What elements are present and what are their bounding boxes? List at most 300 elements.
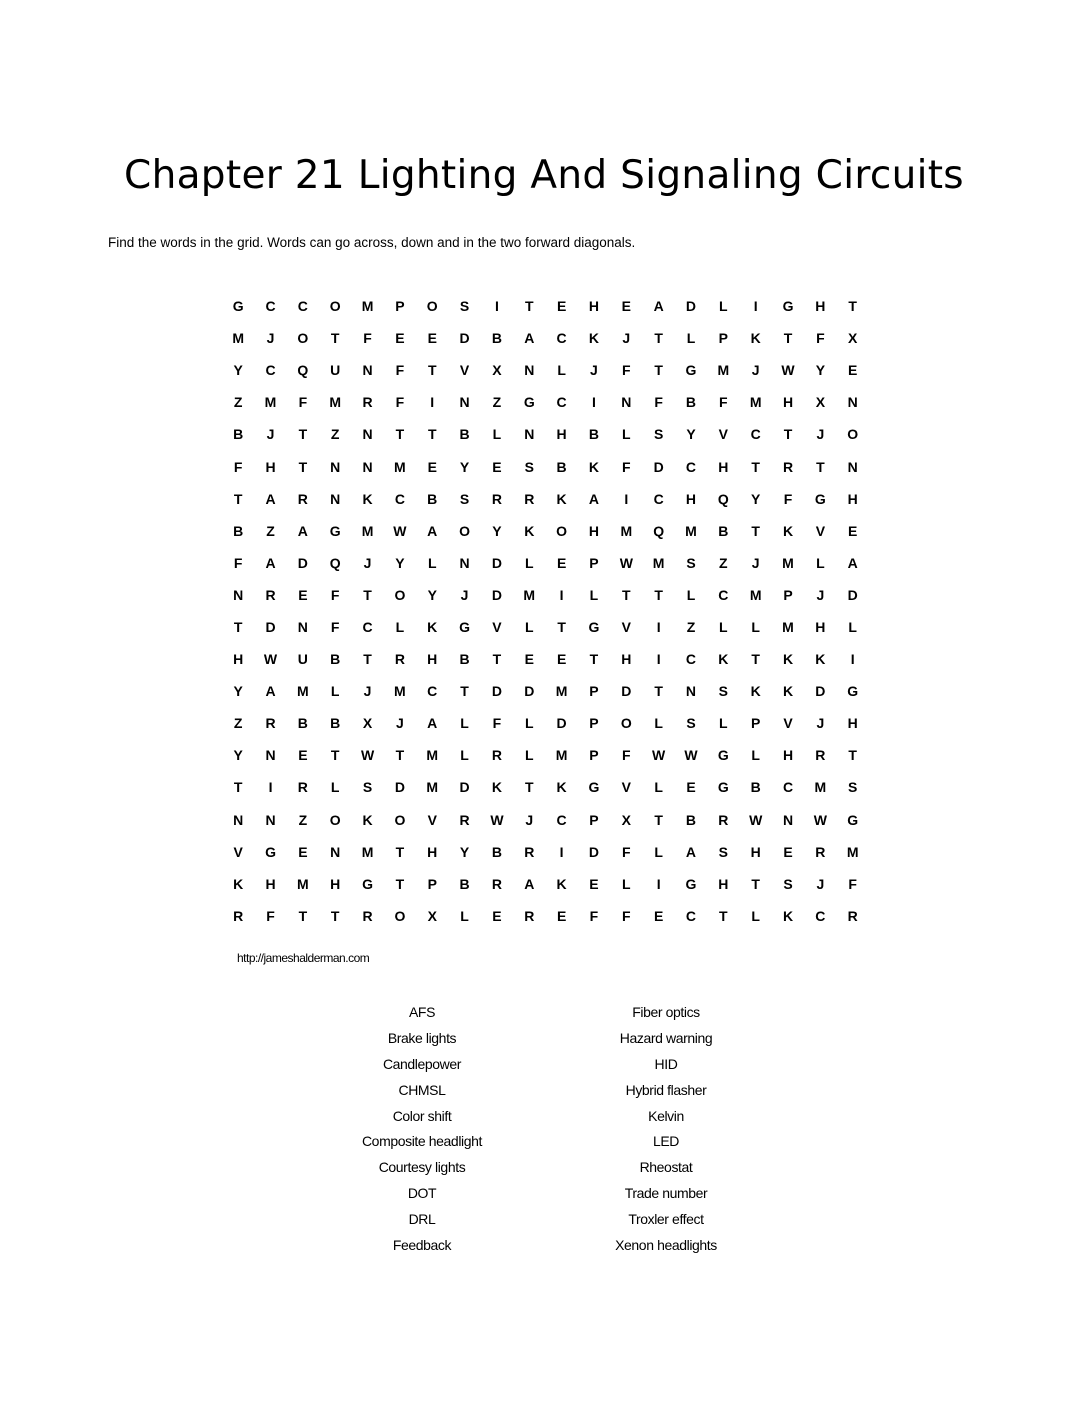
grid-letter: N xyxy=(330,843,341,860)
grid-letter: G xyxy=(588,618,600,635)
grid-letter: T xyxy=(654,330,663,347)
grid-letter: J xyxy=(266,330,275,347)
grid-letter: E xyxy=(653,907,664,924)
grid-letter: X xyxy=(362,715,373,732)
grid-letter: Y xyxy=(686,426,696,443)
grid-letter: T xyxy=(330,747,340,764)
grid-letter: E xyxy=(298,586,308,603)
grid-letter: I xyxy=(656,651,661,668)
grid-letter: T xyxy=(751,522,760,539)
grid-letter: J xyxy=(460,586,469,603)
grid-letter: Y xyxy=(459,458,470,475)
grid-letter: X xyxy=(427,907,437,924)
grid-letter: R xyxy=(459,811,470,828)
grid-letter: M xyxy=(361,298,374,315)
grid-letter: H xyxy=(847,715,858,732)
grid-letter: T xyxy=(395,843,405,860)
grid-letter: J xyxy=(816,875,825,892)
grid-letter: K xyxy=(427,618,438,635)
grid-letter: B xyxy=(491,843,502,860)
grid-letter: L xyxy=(460,747,469,764)
grid-letter: W xyxy=(813,811,827,828)
grid-letter: A xyxy=(427,715,438,732)
grid-letter: O xyxy=(459,522,471,539)
grid-letter: Y xyxy=(815,362,826,379)
grid-letter: M xyxy=(361,522,374,539)
grid-letter: T xyxy=(848,298,857,315)
grid-letter: C xyxy=(556,330,567,347)
grid-letter: T xyxy=(298,907,308,924)
grid-letter: F xyxy=(233,458,243,475)
grid-letter: H xyxy=(815,298,826,315)
grid-letter: T xyxy=(363,586,372,603)
grid-letter: G xyxy=(329,522,341,539)
grid-letter: Z xyxy=(492,394,502,411)
grid-letter: T xyxy=(783,330,793,347)
grid-letter: C xyxy=(750,426,761,443)
grid-letter: F xyxy=(816,330,825,347)
word-list-item: Hazard warning xyxy=(619,1029,713,1046)
grid-letter: B xyxy=(427,490,438,507)
grid-letter: O xyxy=(620,715,632,732)
grid-letter: C xyxy=(685,651,697,668)
grid-letter: T xyxy=(298,426,308,443)
grid-letter: N xyxy=(459,394,470,411)
grid-letter: N xyxy=(330,458,341,475)
grid-letter: M xyxy=(685,522,697,539)
grid-letter: H xyxy=(588,298,600,315)
grid-letter: M xyxy=(749,394,762,411)
grid-letter: O xyxy=(297,330,309,347)
grid-letter: A xyxy=(427,522,438,539)
grid-letter: S xyxy=(718,683,728,700)
grid-letter: R xyxy=(524,907,535,924)
word-list-item: DRL xyxy=(408,1211,436,1228)
grid-letter: T xyxy=(233,618,243,635)
grid-letter: E xyxy=(524,651,534,668)
grid-letter: T xyxy=(654,683,663,700)
grid-letter: T xyxy=(622,586,631,603)
grid-letter: B xyxy=(750,779,761,796)
grid-letter: E xyxy=(395,330,405,347)
grid-letter: E xyxy=(848,522,858,539)
grid-letter: D xyxy=(265,618,276,635)
grid-letter: G xyxy=(523,394,535,411)
grid-letter: N xyxy=(265,747,276,764)
grid-letter: J xyxy=(816,586,825,603)
grid-letter: S xyxy=(459,490,470,507)
grid-letter: C xyxy=(556,394,567,411)
grid-letter: V xyxy=(621,779,631,796)
grid-letter: M xyxy=(394,683,406,700)
grid-letter: R xyxy=(394,651,405,668)
grid-letter: S xyxy=(524,458,534,475)
grid-letter: Y xyxy=(492,522,502,539)
grid-letter: L xyxy=(719,618,728,635)
grid-letter: M xyxy=(297,683,309,700)
grid-letter: B xyxy=(685,394,697,411)
grid-letter: B xyxy=(330,715,341,732)
grid-letter: H xyxy=(330,875,341,892)
grid-letter: L xyxy=(524,618,534,635)
grid-letter: I xyxy=(430,394,435,411)
grid-letter: F xyxy=(589,907,599,924)
grid-letter: D xyxy=(459,330,470,347)
grid-letter: T xyxy=(330,330,340,347)
grid-letter: Z xyxy=(233,394,243,411)
grid-letter: K xyxy=(556,490,567,507)
grid-letter: I xyxy=(656,875,661,892)
grid-letter: I xyxy=(753,298,758,315)
grid-letter: E xyxy=(686,779,696,796)
grid-letter: Z xyxy=(233,715,243,732)
grid-letter: A xyxy=(847,554,858,571)
grid-letter: H xyxy=(782,747,794,764)
grid-letter: W xyxy=(360,747,375,764)
grid-letter: X xyxy=(621,811,631,828)
grid-letter: O xyxy=(394,811,406,828)
grid-letter: T xyxy=(751,651,760,668)
grid-letter: N xyxy=(362,362,373,379)
grid-letter: D xyxy=(621,683,632,700)
grid-letter: M xyxy=(264,394,277,411)
grid-letter: L xyxy=(751,747,760,764)
grid-letter: N xyxy=(782,811,794,828)
grid-letter: G xyxy=(232,298,244,315)
grid-letter: C xyxy=(265,362,276,379)
grid-letter: Y xyxy=(427,586,437,603)
grid-letter: A xyxy=(685,843,697,860)
grid-letter: K xyxy=(556,779,567,796)
grid-letter: L xyxy=(719,715,728,732)
grid-letter: J xyxy=(525,811,534,828)
grid-letter: W xyxy=(619,554,633,571)
grid-letter: O xyxy=(426,298,438,315)
grid-letter: A xyxy=(524,330,535,347)
grid-letter: N xyxy=(685,683,697,700)
grid-letter: M xyxy=(555,747,568,764)
grid-letter: K xyxy=(782,651,794,668)
word-list-item: Hybrid flasher xyxy=(625,1081,707,1098)
grid-letter: J xyxy=(622,330,631,347)
grid-letter: S xyxy=(362,779,373,796)
grid-letter: T xyxy=(427,426,437,443)
grid-letter: B xyxy=(718,522,729,539)
grid-letter: H xyxy=(588,522,600,539)
grid-letter: L xyxy=(719,298,728,315)
page-title: Chapter 21 Lighting And Signaling Circuits xyxy=(124,153,964,198)
grid-letter: T xyxy=(654,586,663,603)
grid-letter: T xyxy=(557,618,566,635)
grid-letter: T xyxy=(751,458,760,475)
grid-letter: T xyxy=(395,426,405,443)
grid-letter: T xyxy=(783,426,793,443)
grid-letter: J xyxy=(751,362,760,379)
grid-letter: E xyxy=(848,362,858,379)
word-list-right xyxy=(536,1000,796,1259)
grid-letter: H xyxy=(815,618,826,635)
grid-letter: O xyxy=(329,811,341,828)
grid-letter: E xyxy=(589,875,599,892)
grid-letter: C xyxy=(685,907,697,924)
grid-letter: T xyxy=(395,875,405,892)
grid-letter: K xyxy=(588,458,600,475)
grid-letter: D xyxy=(556,715,567,732)
grid-letter: L xyxy=(686,330,696,347)
grid-letter: K xyxy=(815,651,826,668)
grid-letter: P xyxy=(751,715,761,732)
grid-letter: L xyxy=(654,715,663,732)
grid-letter: K xyxy=(233,875,244,892)
grid-letter: C xyxy=(815,907,826,924)
grid-letter: L xyxy=(557,362,566,379)
grid-letter: M xyxy=(361,843,374,860)
grid-letter: A xyxy=(588,490,600,507)
grid-letter: M xyxy=(394,458,406,475)
grid-letter: E xyxy=(556,907,567,924)
grid-letter: R xyxy=(265,586,276,603)
grid-letter: E xyxy=(621,298,631,315)
grid-letter: T xyxy=(524,779,534,796)
grid-letter: G xyxy=(459,618,471,635)
grid-letter: B xyxy=(330,651,341,668)
word-list-item: Brake lights xyxy=(387,1029,457,1046)
grid-letter: M xyxy=(782,618,794,635)
grid-letter: L xyxy=(524,715,534,732)
grid-letter: Q xyxy=(329,554,341,571)
grid-letter: W xyxy=(684,747,698,764)
word-list-item: AFS xyxy=(408,1004,436,1020)
grid-letter: D xyxy=(847,586,858,603)
grid-letter: H xyxy=(556,426,567,443)
grid-letter: L xyxy=(686,586,696,603)
grid-letter: L xyxy=(330,683,340,700)
grid-letter: T xyxy=(427,362,437,379)
grid-letter: E xyxy=(556,554,567,571)
grid-letter: C xyxy=(653,490,664,507)
grid-letter: S xyxy=(686,715,696,732)
grid-letter: B xyxy=(685,811,697,828)
word-list-item: LED xyxy=(652,1133,680,1150)
grid-letter: L xyxy=(395,618,405,635)
grid-letter: T xyxy=(330,907,340,924)
grid-letter: L xyxy=(460,715,469,732)
grid-letter: E xyxy=(427,458,437,475)
grid-letter: B xyxy=(297,715,308,732)
grid-letter: F xyxy=(395,394,405,411)
grid-letter: D xyxy=(459,779,470,796)
grid-letter: T xyxy=(751,875,760,892)
grid-letter: J xyxy=(363,554,372,571)
grid-letter: R xyxy=(815,843,826,860)
grid-letter: R xyxy=(362,907,373,924)
grid-letter: V xyxy=(621,618,631,635)
grid-letter: R xyxy=(233,907,244,924)
grid-letter: P xyxy=(783,586,793,603)
grid-letter: K xyxy=(491,779,502,796)
grid-letter: S xyxy=(653,426,664,443)
grid-letter: D xyxy=(685,298,697,315)
grid-letter: Q xyxy=(717,490,729,507)
grid-letter: V xyxy=(459,362,470,379)
grid-letter: W xyxy=(263,651,278,668)
grid-letter: M xyxy=(620,522,633,539)
grid-letter: F xyxy=(330,618,340,635)
grid-letter: U xyxy=(330,362,341,379)
grid-letter: K xyxy=(718,651,729,668)
grid-letter: H xyxy=(685,490,697,507)
grid-letter: R xyxy=(491,875,502,892)
grid-letter: N xyxy=(847,458,858,475)
grid-letter: L xyxy=(524,747,534,764)
grid-letter: K xyxy=(782,683,794,700)
grid-letter: J xyxy=(816,426,825,443)
grid-letter: L xyxy=(751,907,760,924)
word-list-item: Composite headlight xyxy=(361,1133,483,1150)
grid-letter: W xyxy=(490,811,504,828)
grid-letter: G xyxy=(362,875,373,892)
grid-letter: D xyxy=(815,683,826,700)
word-list-item: Courtesy lights xyxy=(378,1159,466,1176)
grid-letter: I xyxy=(592,394,596,411)
word-list-left xyxy=(292,1000,552,1259)
grid-letter: V xyxy=(233,843,243,860)
grid-letter: D xyxy=(524,683,535,700)
grid-letter: M xyxy=(717,362,730,379)
grid-letter: H xyxy=(427,651,438,668)
word-list-item: Kelvin xyxy=(648,1107,684,1124)
grid-letter: K xyxy=(362,811,373,828)
grid-letter: L xyxy=(654,779,663,796)
word-list-item: Troxler effect xyxy=(628,1211,704,1228)
grid-letter: C xyxy=(394,490,405,507)
grid-letter: Z xyxy=(298,811,308,828)
grid-letter: S xyxy=(783,875,793,892)
grid-letter: B xyxy=(459,651,470,668)
grid-letter: P xyxy=(589,683,599,700)
grid-letter: G xyxy=(265,843,276,860)
word-list-item: CHMSL xyxy=(398,1081,446,1098)
grid-letter: Z xyxy=(330,426,340,443)
grid-letter: G xyxy=(685,875,697,892)
grid-letter: L xyxy=(654,843,663,860)
grid-letter: J xyxy=(816,715,825,732)
grid-letter: T xyxy=(233,490,243,507)
grid-letter: L xyxy=(330,779,340,796)
grid-letter: E xyxy=(492,458,502,475)
grid-letter: B xyxy=(233,426,244,443)
grid-letter: A xyxy=(524,875,535,892)
grid-letter: O xyxy=(329,298,341,315)
grid-letter: A xyxy=(653,298,664,315)
grid-letter: A xyxy=(265,490,276,507)
grid-letter: H xyxy=(847,490,858,507)
grid-letter: E xyxy=(492,907,502,924)
grid-letter: V xyxy=(815,522,826,539)
grid-letter: B xyxy=(556,458,567,475)
grid-letter: X xyxy=(848,330,858,347)
grid-letter: M xyxy=(297,875,309,892)
grid-letter: T xyxy=(719,907,728,924)
grid-letter: M xyxy=(846,843,859,860)
grid-letter: W xyxy=(781,362,795,379)
grid-letter: I xyxy=(624,490,629,507)
grid-letter: N xyxy=(233,586,244,603)
grid-letter: I xyxy=(268,779,273,796)
grid-letter: G xyxy=(685,362,697,379)
grid-letter: D xyxy=(491,586,502,603)
grid-letter: Y xyxy=(233,683,243,700)
grid-letter: N xyxy=(524,362,535,379)
grid-letter: R xyxy=(491,747,502,764)
grid-letter: J xyxy=(266,426,275,443)
grid-letter: F xyxy=(330,586,340,603)
grid-letter: O xyxy=(394,907,406,924)
instructions: Find the words in the grid. Words can go across, down and in the two forward diagonals. xyxy=(108,235,636,250)
grid-letter: W xyxy=(749,811,763,828)
grid-letter: E xyxy=(556,651,567,668)
grid-letter: P xyxy=(427,875,437,892)
grid-letter: O xyxy=(556,522,568,539)
grid-letter: T xyxy=(848,747,857,764)
grid-letter: N xyxy=(297,618,308,635)
grid-letter: G xyxy=(588,779,600,796)
grid-letter: H xyxy=(718,875,729,892)
grid-letter: H xyxy=(233,651,244,668)
grid-letter: Y xyxy=(233,362,243,379)
grid-letter: D xyxy=(653,458,664,475)
grid-letter: T xyxy=(363,651,372,668)
grid-letter: T xyxy=(298,458,308,475)
grid-letter: W xyxy=(652,747,666,764)
grid-letter: F xyxy=(622,362,631,379)
grid-letter: L xyxy=(524,554,534,571)
grid-letter: G xyxy=(847,683,859,700)
grid-letter: S xyxy=(459,298,470,315)
grid-letter: F xyxy=(233,554,243,571)
grid-letter: M xyxy=(426,747,439,764)
grid-letter: N xyxy=(233,811,244,828)
grid-letter: O xyxy=(394,586,406,603)
grid-letter: L xyxy=(622,875,631,892)
grid-letter: W xyxy=(393,522,407,539)
word-list-item: Candlepower xyxy=(382,1055,462,1072)
word-list-item: HID xyxy=(654,1055,678,1072)
letter-grid xyxy=(222,290,869,932)
grid-letter: F xyxy=(622,747,631,764)
grid-letter: F xyxy=(395,362,405,379)
grid-letter: F xyxy=(266,907,275,924)
grid-letter: R xyxy=(524,490,535,507)
grid-letter: Z xyxy=(266,522,275,539)
grid-letter: Z xyxy=(686,618,696,635)
grid-letter: B xyxy=(459,875,470,892)
grid-letter: R xyxy=(815,747,826,764)
word-list-item: DOT xyxy=(407,1185,437,1202)
grid-letter: T xyxy=(395,747,405,764)
grid-letter: J xyxy=(751,554,760,571)
grid-letter: T xyxy=(654,362,663,379)
grid-letter: L xyxy=(492,426,502,443)
grid-letter: C xyxy=(718,586,729,603)
grid-letter: M xyxy=(329,394,342,411)
grid-letter: G xyxy=(717,747,729,764)
grid-letter: F xyxy=(622,843,631,860)
grid-letter: M xyxy=(232,330,244,347)
grid-letter: V xyxy=(718,426,728,443)
grid-letter: T xyxy=(589,651,599,668)
grid-letter: H xyxy=(265,875,276,892)
